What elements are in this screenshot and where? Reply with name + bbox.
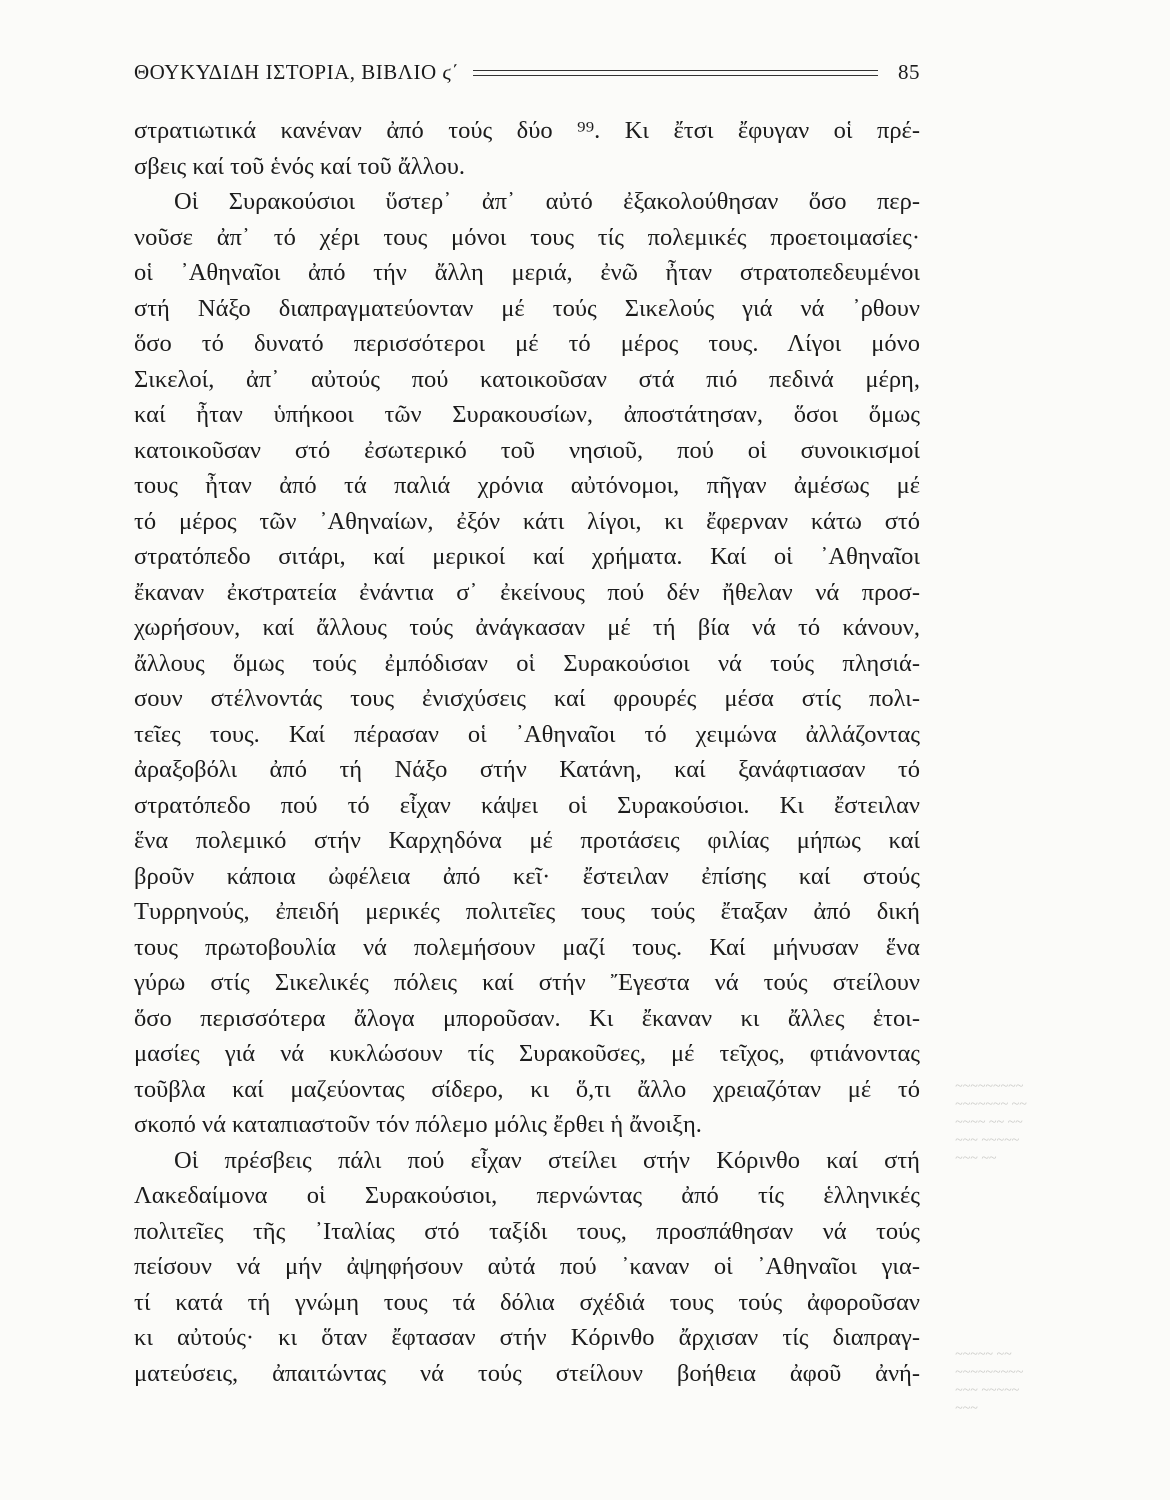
text-line-3: Οἱ Συρακούσιοι ὕστερ᾽ ἀπ᾽ αὐτό ἐξακολούθησαν ὅσο περ-: [174, 188, 920, 215]
show-through-text: ~~~~~ ~~ ~~~~~~~~~ ~~~ ~~~~~ ~~~: [955, 1347, 1024, 1416]
text-line-10: κατοικοῦσαν στό ἐσωτερικό τοῦ νησιοῦ, πού οἱ συνοικισμοί: [134, 436, 920, 464]
running-head-title: ΘΟΥΚΥΔΙΔΗ ΙΣΤΟΡΙΑ, ΒΙΒΛΙΟ ϛ΄: [134, 59, 460, 84]
text-line-16: ἄλλους ὅμως τούς ἐμπόδισαν οἱ Συρακούσιοι νά τούς πλησιά-: [134, 649, 920, 677]
text-line-27: μασίες γιά νά κυκλώσουν τίς Συρακοῦσες, μέ τεῖχος, φτιάνοντας: [134, 1040, 920, 1067]
text-line-25: γύρω στίς Σικελικές πόλεις καί στήν Ἔγεστα νά τούς στείλουν: [134, 969, 920, 996]
running-head: [134, 58, 920, 86]
text-line-13: στρατόπεδο σιτάρι, καί μερικοί καί χρήματα. Καί οἱ ᾽Αθηναῖοι: [134, 543, 920, 570]
text-line-2: σβεις καί τοῦ ἑνός καί τοῦ ἄλλου.: [134, 152, 465, 180]
text-line-23: Τυρρηνούς, ἐπειδή μερικές πολιτεῖες τους τούς ἔταξαν ἀπό δική: [134, 898, 920, 925]
text-line-17: σουν στέλνοντάς τους ἐνισχύσεις καί φρουρές μέσα στίς πολι-: [134, 685, 920, 712]
text-line-29: σκοπό νά καταπιαστοῦν τόν πόλεμο μόλις ἔρθει ἡ ἄνοιξη.: [134, 1111, 702, 1138]
body-text: [134, 113, 920, 1391]
text-line-33: πείσουν νά μήν ἀψηφήσουν αὐτά πού ᾽καναν οἱ ᾽Αθηναῖοι για-: [134, 1253, 920, 1280]
text-line-1: στρατιωτικά κανέναν ἀπό τούς δύο ⁹⁹. Κι ἔτσι ἔφυγαν οἱ πρέ-: [134, 117, 920, 144]
running-head-rule: [473, 70, 878, 76]
text-line-19: ἀραξοβόλι ἀπό τή Νάξο στήν Κατάνη, καί ξανάφτιασαν τό: [134, 756, 920, 783]
text-line-21: ἕνα πολεμικό στήν Καρχηδόνα μέ προτάσεις φιλίας μήπως καί: [134, 827, 920, 854]
text-line-34: τί κατά τή γνώμη τους τά δόλια σχέδιά τους τούς ἀφοροῦσαν: [134, 1288, 920, 1316]
text-line-5: οἱ ᾽Αθηναῖοι ἀπό τήν ἄλλη μεριά, ἐνῶ ἦταν στρατοπεδευμένοι: [134, 259, 920, 286]
text-line-7: ὅσο τό δυνατό περισσότεροι μέ τό μέρος τους. Λίγοι μόνο: [134, 330, 920, 357]
text-line-31: Λακεδαίμονα οἱ Συρακούσιοι, περνώντας ἀπό τίς ἑλληνικές: [134, 1182, 920, 1209]
text-line-12: τό μέρος τῶν ᾽Αθηναίων, ἐξόν κάτι λίγοι, κι ἔφερναν κάτω στό: [134, 507, 920, 535]
text-line-20: στρατόπεδο πού τό εἶχαν κάψει οἱ Συρακούσιοι. Κι ἔστειλαν: [134, 791, 920, 819]
text-line-36: ματεύσεις, ἀπαιτώντας νά τούς στείλουν βοήθεια ἀφοῦ ἀνή-: [134, 1359, 920, 1387]
show-through-text: ~~~~~~~~~ ~~~~~~~ ~~ ~~~~ ~~ ~~ ~~~ ~~~~~ ~~~ ~~: [955, 1079, 1027, 1166]
text-line-8: Σικελοί, ἀπ᾽ αὐτούς πού κατοικοῦσαν στά πιό πεδινά μέρη,: [134, 365, 920, 393]
text-line-32: πολιτεῖες τῆς ᾽Ιταλίας στό ταξίδι τους, προσπάθησαν νά τούς: [134, 1217, 920, 1245]
text-line-18: τεῖες τους. Καί πέρασαν οἱ ᾽Αθηναῖοι τό χειμώνα ἀλλάζοντας: [134, 720, 920, 748]
text-line-30: Οἱ πρέσβεις πάλι πού εἶχαν στείλει στήν Κόρινθο καί στή: [174, 1146, 920, 1174]
text-line-4: νοῦσε ἀπ᾽ τό χέρι τους μόνοι τους τίς πολεμικές προετοιμασίες·: [134, 223, 920, 251]
text-line-15: χωρήσουν, καί ἄλλους τούς ἀνάγκασαν μέ τή βία νά τό κάνουν,: [134, 614, 920, 641]
text-line-11: τους ἦταν ἀπό τά παλιά χρόνια αὐτόνομοι, πῆγαν ἀμέσως μέ: [134, 472, 920, 499]
text-line-28: τοῦβλα καί μαζεύοντας σίδερο, κι ὅ,τι ἄλλο χρειαζόταν μέ τό: [134, 1075, 920, 1103]
page-number: 85: [898, 59, 920, 84]
text-line-26: ὅσο περισσότερα ἄλογα μποροῦσαν. Κι ἔκαναν κι ἄλλες ἑτοι-: [134, 1004, 920, 1032]
text-line-22: βροῦν κάποια ὠφέλεια ἀπό κεῖ· ἔστειλαν ἐπίσης καί στούς: [134, 862, 920, 890]
text-line-35: κι αὐτούς· κι ὅταν ἔφτασαν στήν Κόρινθο ἄρχισαν τίς διαπραγ-: [134, 1324, 920, 1351]
text-line-14: ἔκαναν ἐκστρατεία ἐνάντια σ᾽ ἐκείνους πού δέν ἤθελαν νά προσ-: [134, 578, 920, 606]
text-line-9: καί ἦταν ὑπήκοοι τῶν Συρακουσίων, ἀποστάτησαν, ὅσοι ὅμως: [134, 401, 920, 428]
text-line-6: στή Νάξο διαπραγματεύονταν μέ τούς Σικελούς γιά νά ᾽ρθουν: [134, 294, 920, 322]
text-line-24: τους πρωτοβουλία νά πολεμήσουν μαζί τους. Καί μήνυσαν ἕνα: [134, 933, 920, 961]
